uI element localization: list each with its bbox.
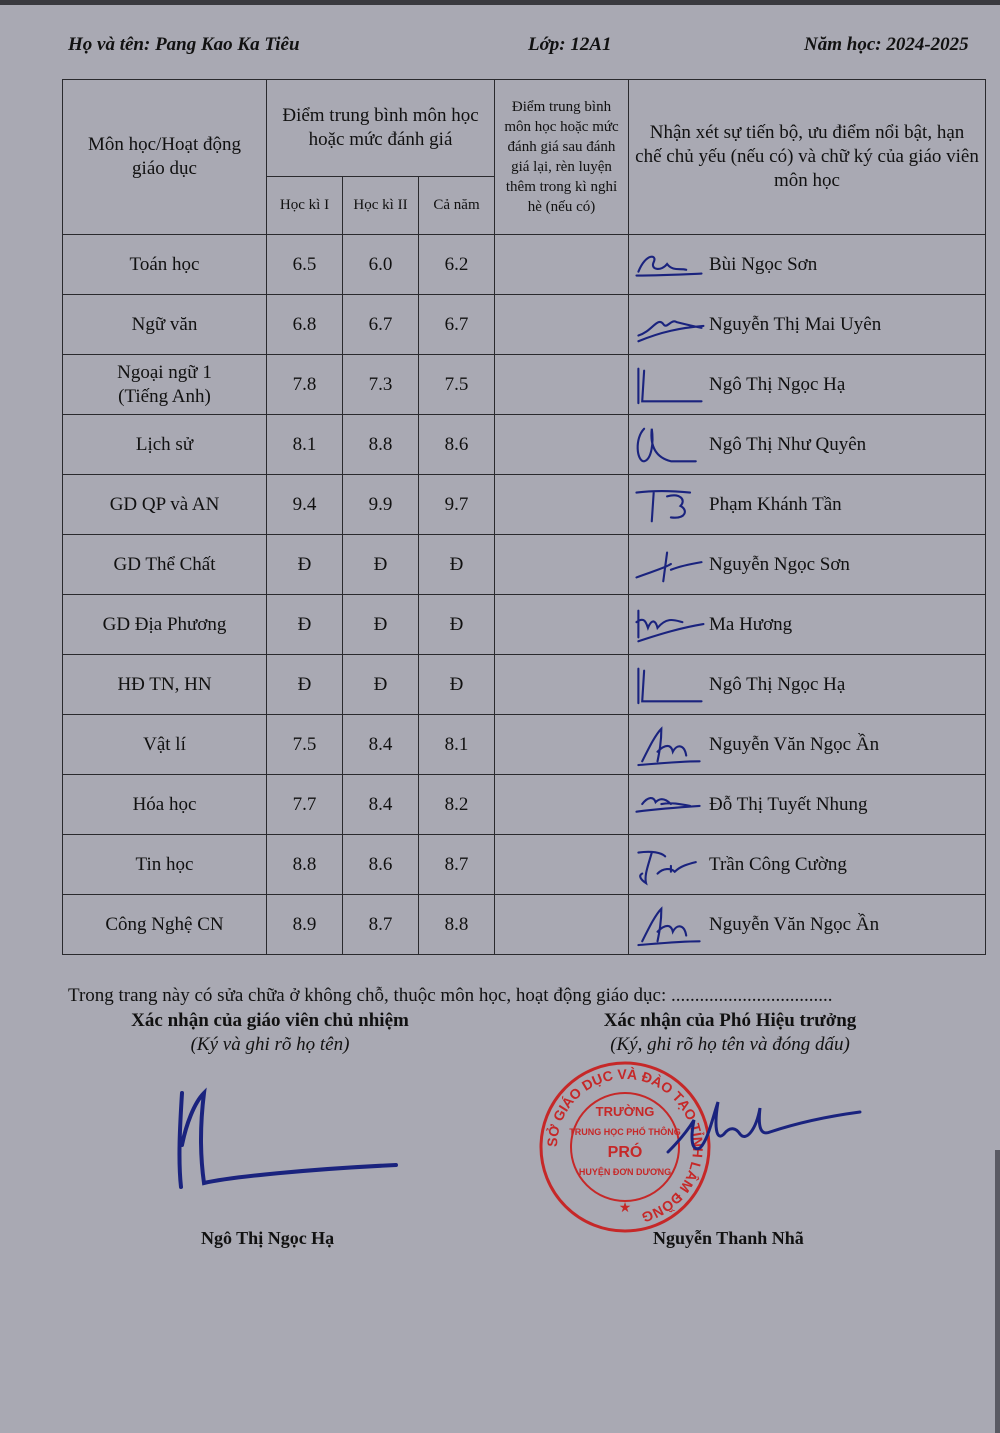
year-score: 8.2 [419,775,495,835]
teacher-cell [629,595,986,655]
teacher-cell [629,415,986,475]
retest-score [495,715,629,775]
retest-score [495,655,629,715]
teacher-name: Phạm Khánh Tần [709,493,842,515]
vice-principal-confirmation [580,1010,880,1056]
hk1-score: 6.5 [267,235,343,295]
subject-cell: GD Địa Phương [63,595,267,655]
hk2-score: 8.4 [343,775,419,835]
grades-table [62,79,986,955]
header-subject: Môn học/Hoạt động giáo dục [63,80,267,235]
year-score: 7.5 [419,355,495,415]
teacher-name: Ngô Thị Ngọc Hạ [709,673,846,695]
hk2-score: 8.7 [343,895,419,955]
hk2-score: Đ [343,595,419,655]
hk1-score: 8.9 [267,895,343,955]
vice-principal-instruction: (Ký, ghi rõ họ tên và đóng dấu) [610,1034,850,1055]
hk2-score: 6.0 [343,235,419,295]
hk1-score: 8.8 [267,835,343,895]
header-average: Điểm trung bình môn học hoặc mức đánh giá [267,80,495,177]
teacher-signature [631,723,707,767]
table-row [63,295,986,355]
stamp-line-1: TRƯỜNG [595,1104,655,1119]
class-label: Lớp: 12A1 [528,34,612,55]
header-hk2: Học kì II [343,177,419,235]
hk1-score: 8.1 [267,415,343,475]
teacher-name: Nguyễn Thị Mai Uyên [709,313,882,335]
table-row [63,235,986,295]
table-row [63,655,986,715]
hk1-score: 7.5 [267,715,343,775]
school-year: Năm học: 2024-2025 [804,34,969,55]
subject-cell: Tin học [63,835,267,895]
teacher-signature [631,363,707,407]
teacher-cell [629,235,986,295]
correction-note: Trong trang này có sửa chữa ở không chỗ, thuộc môn học, hoạt động giáo dục: .................................. [68,985,833,1006]
teacher-cell [629,715,986,775]
subject-cell: Toán học [63,235,267,295]
retest-score [495,895,629,955]
teacher-signature [631,603,707,647]
teacher-signature [631,663,707,707]
teacher-signature [631,783,707,827]
year-score: 9.7 [419,475,495,535]
teacher-name: Nguyễn Ngọc Sơn [709,553,850,575]
hk2-score: 8.8 [343,415,419,475]
stamp-line-3: PRÓ [607,1144,643,1161]
year-score: 6.7 [419,295,495,355]
year-score: Đ [419,655,495,715]
year-score: 8.8 [419,895,495,955]
subject-cell: Hóa học [63,775,267,835]
subject-cell: Công Nghệ CN [63,895,267,955]
table-row [63,355,986,415]
table-row [63,895,986,955]
teacher-cell [629,475,986,535]
year-score: Đ [419,595,495,655]
teacher-cell [629,895,986,955]
teacher-name: Ma Hương [709,613,793,635]
homeroom-title: Xác nhận của giáo viên chủ nhiệm [131,1010,409,1031]
subject-cell: HĐ TN, HN [63,655,267,715]
teacher-signature [631,843,707,887]
stamp-star-icon: ★ [618,1201,632,1216]
header-retest: Điểm trung bình môn học hoặc mức đánh giá sau đánh giá lại, rèn luyện thêm trong kì nghỉ hè (nếu có) [495,80,629,235]
subject-cell: Vật lí [63,715,267,775]
teacher-cell [629,355,986,415]
subject-cell: Ngữ văn [63,295,267,355]
retest-score [495,235,629,295]
table-row [63,715,986,775]
vice-principal-signature [660,1090,870,1180]
hk2-score: 8.4 [343,715,419,775]
top-edge [0,0,1000,5]
year-score: 8.7 [419,835,495,895]
teacher-cell [629,655,986,715]
stamp-ring-text: SỞ GIÁO DỤC VÀ ĐÀO TẠO TỈNH LÂM ĐỒNG [543,1065,707,1226]
year-score: 6.2 [419,235,495,295]
hk1-score: Đ [267,595,343,655]
retest-score [495,295,629,355]
teacher-name: Nguyễn Văn Ngọc Ần [709,913,880,935]
hk2-score: 6.7 [343,295,419,355]
hk1-score: 9.4 [267,475,343,535]
year-score: 8.1 [419,715,495,775]
teacher-signature [631,543,707,587]
retest-score [495,775,629,835]
teacher-signature [631,903,707,947]
table-row [63,415,986,475]
teacher-name: Ngô Thị Ngọc Hạ [709,373,846,395]
table-row [63,835,986,895]
retest-score [495,415,629,475]
teacher-signature [631,483,707,527]
retest-score [495,475,629,535]
teacher-cell [629,775,986,835]
header-comment: Nhận xét sự tiến bộ, ưu điểm nổi bật, hạn chế chủ yếu (nếu có) và chữ ký của giáo viên môn học [629,80,986,235]
hk2-score: 7.3 [343,355,419,415]
table-row [63,775,986,835]
hk1-score: 6.8 [267,295,343,355]
hk2-score: Đ [343,655,419,715]
homeroom-confirmation [110,1010,430,1056]
teacher-signature [631,243,707,287]
header-hk1: Học kì I [267,177,343,235]
stamp-line-4: HUYỆN ĐƠN DƯƠNG [578,1167,672,1177]
year-score: Đ [419,535,495,595]
hk2-score: Đ [343,535,419,595]
teacher-name: Bùi Ngọc Sơn [709,253,818,275]
hk2-score: 8.6 [343,835,419,895]
hk1-score: Đ [267,655,343,715]
vice-principal-signer-name: Nguyễn Thanh Nhã [653,1228,804,1248]
teacher-name: Ngô Thị Như Quyên [709,433,867,455]
right-edge [995,1150,1000,1433]
subject-cell: Ngoại ngữ 1 (Tiếng Anh) [63,355,267,415]
homeroom-signer-name: Ngô Thị Ngọc Hạ [201,1228,335,1248]
year-score: 8.6 [419,415,495,475]
table-row [63,595,986,655]
homeroom-instruction: (Ký và ghi rõ họ tên) [190,1034,350,1055]
student-name: Họ và tên: Pang Kao Ka Tiêu [68,34,300,55]
teacher-cell [629,295,986,355]
hk1-score: 7.8 [267,355,343,415]
stamp-line-2: TRUNG HỌC PHỔ THÔNG [569,1127,681,1137]
header-year: Cả năm [419,177,495,235]
hk2-score: 9.9 [343,475,419,535]
teacher-cell [629,835,986,895]
table-row [63,535,986,595]
teacher-cell [629,535,986,595]
hk1-score: Đ [267,535,343,595]
teacher-name: Nguyễn Văn Ngọc Ần [709,733,880,755]
retest-score [495,355,629,415]
retest-score [495,595,629,655]
subject-cell: GD QP và AN [63,475,267,535]
teacher-name: Trần Công Cường [709,853,847,875]
teacher-name: Đỗ Thị Tuyết Nhung [709,793,868,815]
retest-score [495,835,629,895]
subject-cell: Lịch sử [63,415,267,475]
subject-cell: GD Thể Chất [63,535,267,595]
teacher-signature [631,423,707,467]
teacher-signature [631,303,707,347]
hk1-score: 7.7 [267,775,343,835]
vice-principal-title: Xác nhận của Phó Hiệu trưởng [603,1010,857,1031]
table-row [63,475,986,535]
homeroom-signature [170,1085,410,1195]
retest-score [495,535,629,595]
